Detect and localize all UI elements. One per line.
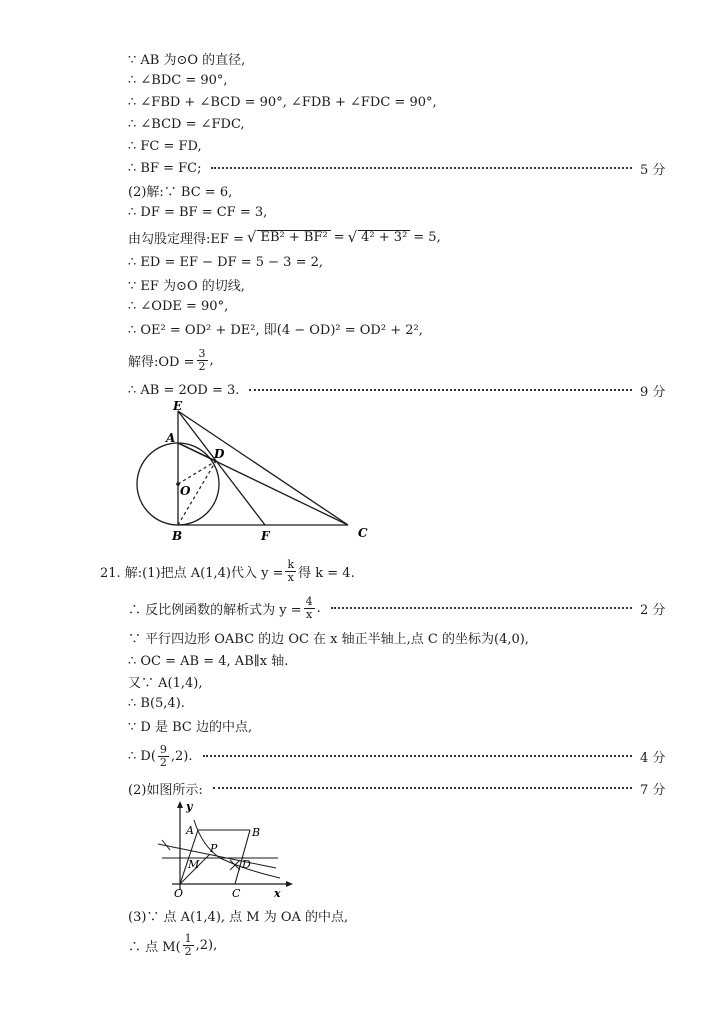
- line-as-shown: (2)如图所示: 7 分: [128, 777, 688, 799]
- line-angle-sums: ∴ ∠FBD + ∠BCD = 90°, ∠FDB + ∠FDC = 90°,: [128, 94, 437, 110]
- line-point-b: ∴ B(5,4).: [128, 695, 185, 711]
- label-x: x: [274, 887, 281, 900]
- geometry-figure-1: [120, 398, 380, 548]
- line-point-a: 又∵ A(1,4),: [128, 675, 203, 691]
- y-axis-arrow: [177, 801, 183, 808]
- line-ed: ∴ ED = EF − DF = 5 − 3 = 2,: [128, 254, 323, 270]
- line-point-m: ∴ 点 M( $\frac{1}{2}$ ,2),: [128, 931, 218, 958]
- label-m: M: [188, 858, 200, 871]
- line-oc-ab: ∴ OC = AB = 4, AB∥x 轴.: [128, 653, 289, 669]
- x-axis-arrow: [286, 881, 293, 887]
- line-function-expression: ∴ 反比例函数的解析式为 y = $\frac{4}{x}$ . 2 分: [128, 593, 688, 623]
- line-part3-start: (3)∵ 点 A(1,4), 点 M 为 OA 的中点,: [128, 909, 349, 925]
- score-leader: [211, 167, 632, 169]
- label-a: A: [166, 431, 176, 445]
- label-b: B: [172, 529, 183, 543]
- line-tangent: ∵ EF 为⊙O 的切线,: [128, 278, 245, 294]
- line-bf-fc: ∴ BF = FC; 5 分: [128, 157, 688, 179]
- fraction: $\frac{4}{x}$: [305, 594, 313, 621]
- label-p: P: [210, 842, 218, 855]
- label-b: B: [252, 826, 261, 839]
- label-y: y: [186, 800, 193, 813]
- line-q21-start: 21. 解:(1)把点 A(1,4)代入 y = $\frac{k}{x}$ 得 k = 4.: [100, 557, 355, 584]
- line-parallelogram: ∵ 平行四边形 OABC 的边 OC 在 x 轴正半轴上,点 C 的坐标为(4,0),: [128, 631, 529, 647]
- label-o: O: [180, 484, 191, 498]
- fraction: $\frac{k}{x}$: [287, 557, 295, 584]
- segment-ad: [178, 443, 216, 461]
- fraction: $\frac{3}{2}$: [198, 346, 206, 373]
- line-oe-equation: ∴ OE² = OD² + DE², 即(4 − OD)² = OD² + 2²,: [128, 322, 423, 338]
- line-midpoint-d: ∵ D 是 BC 边的中点,: [128, 719, 253, 735]
- label-c: C: [358, 526, 368, 540]
- sqrt-expression: √ EB² + BF²: [247, 228, 331, 246]
- sqrt-expression: √ 4² + 3²: [348, 228, 411, 246]
- line-angle-equal: ∴ ∠BCD = ∠FDC,: [128, 116, 245, 132]
- fraction: $\frac{9}{2}$: [159, 742, 167, 769]
- line-df: ∴ DF = BF = CF = 3,: [128, 204, 268, 220]
- score-leader: [331, 607, 632, 609]
- hyperbola-curve: [194, 820, 280, 878]
- line-diameter: ∵ AB 为⊙O 的直径,: [128, 52, 246, 68]
- score-label: 9 分: [640, 384, 666, 400]
- segment-bc: [235, 830, 250, 884]
- score-label: 7 分: [640, 782, 666, 798]
- segment-ef: [178, 411, 265, 525]
- line-point-d: ∴ D( $\frac{9}{2}$ ,2). 4 分: [128, 741, 688, 771]
- score-label: 2 分: [640, 602, 666, 618]
- label-d: D: [214, 447, 225, 461]
- coordinate-figure-2: [150, 798, 300, 902]
- label-f: F: [261, 529, 270, 543]
- segment-od-dashed: [178, 461, 216, 484]
- label-d: D: [242, 858, 251, 871]
- score-label: 5 分: [640, 162, 666, 178]
- line-angle-bdc: ∴ ∠BDC = 90°,: [128, 72, 228, 88]
- line-part2-start: (2)解:∵ BC = 6,: [128, 184, 233, 200]
- line-angle-ode: ∴ ∠ODE = 90°,: [128, 298, 229, 314]
- score-leader: [203, 755, 632, 757]
- fraction: $\frac{1}{2}$: [184, 931, 192, 958]
- label-e: E: [173, 399, 183, 413]
- label-a: A: [186, 824, 194, 837]
- score-leader: [249, 389, 632, 391]
- line-solve-od: 解得:OD = $\frac{3}{2}$ ,: [128, 346, 214, 373]
- label-o: O: [174, 887, 184, 900]
- segment-oa: [180, 830, 198, 884]
- line-fc-fd: ∴ FC = FD,: [128, 138, 202, 154]
- score-leader: [213, 787, 632, 789]
- score-label: 4 分: [640, 750, 666, 766]
- line-pythagoras: 由勾股定理得:EF = √ EB² + BF² = √ 4² + 3² = 5,: [128, 228, 441, 247]
- label-c: C: [232, 887, 241, 900]
- line-ab-result: ∴ AB = 2OD = 3. 9 分: [128, 379, 688, 401]
